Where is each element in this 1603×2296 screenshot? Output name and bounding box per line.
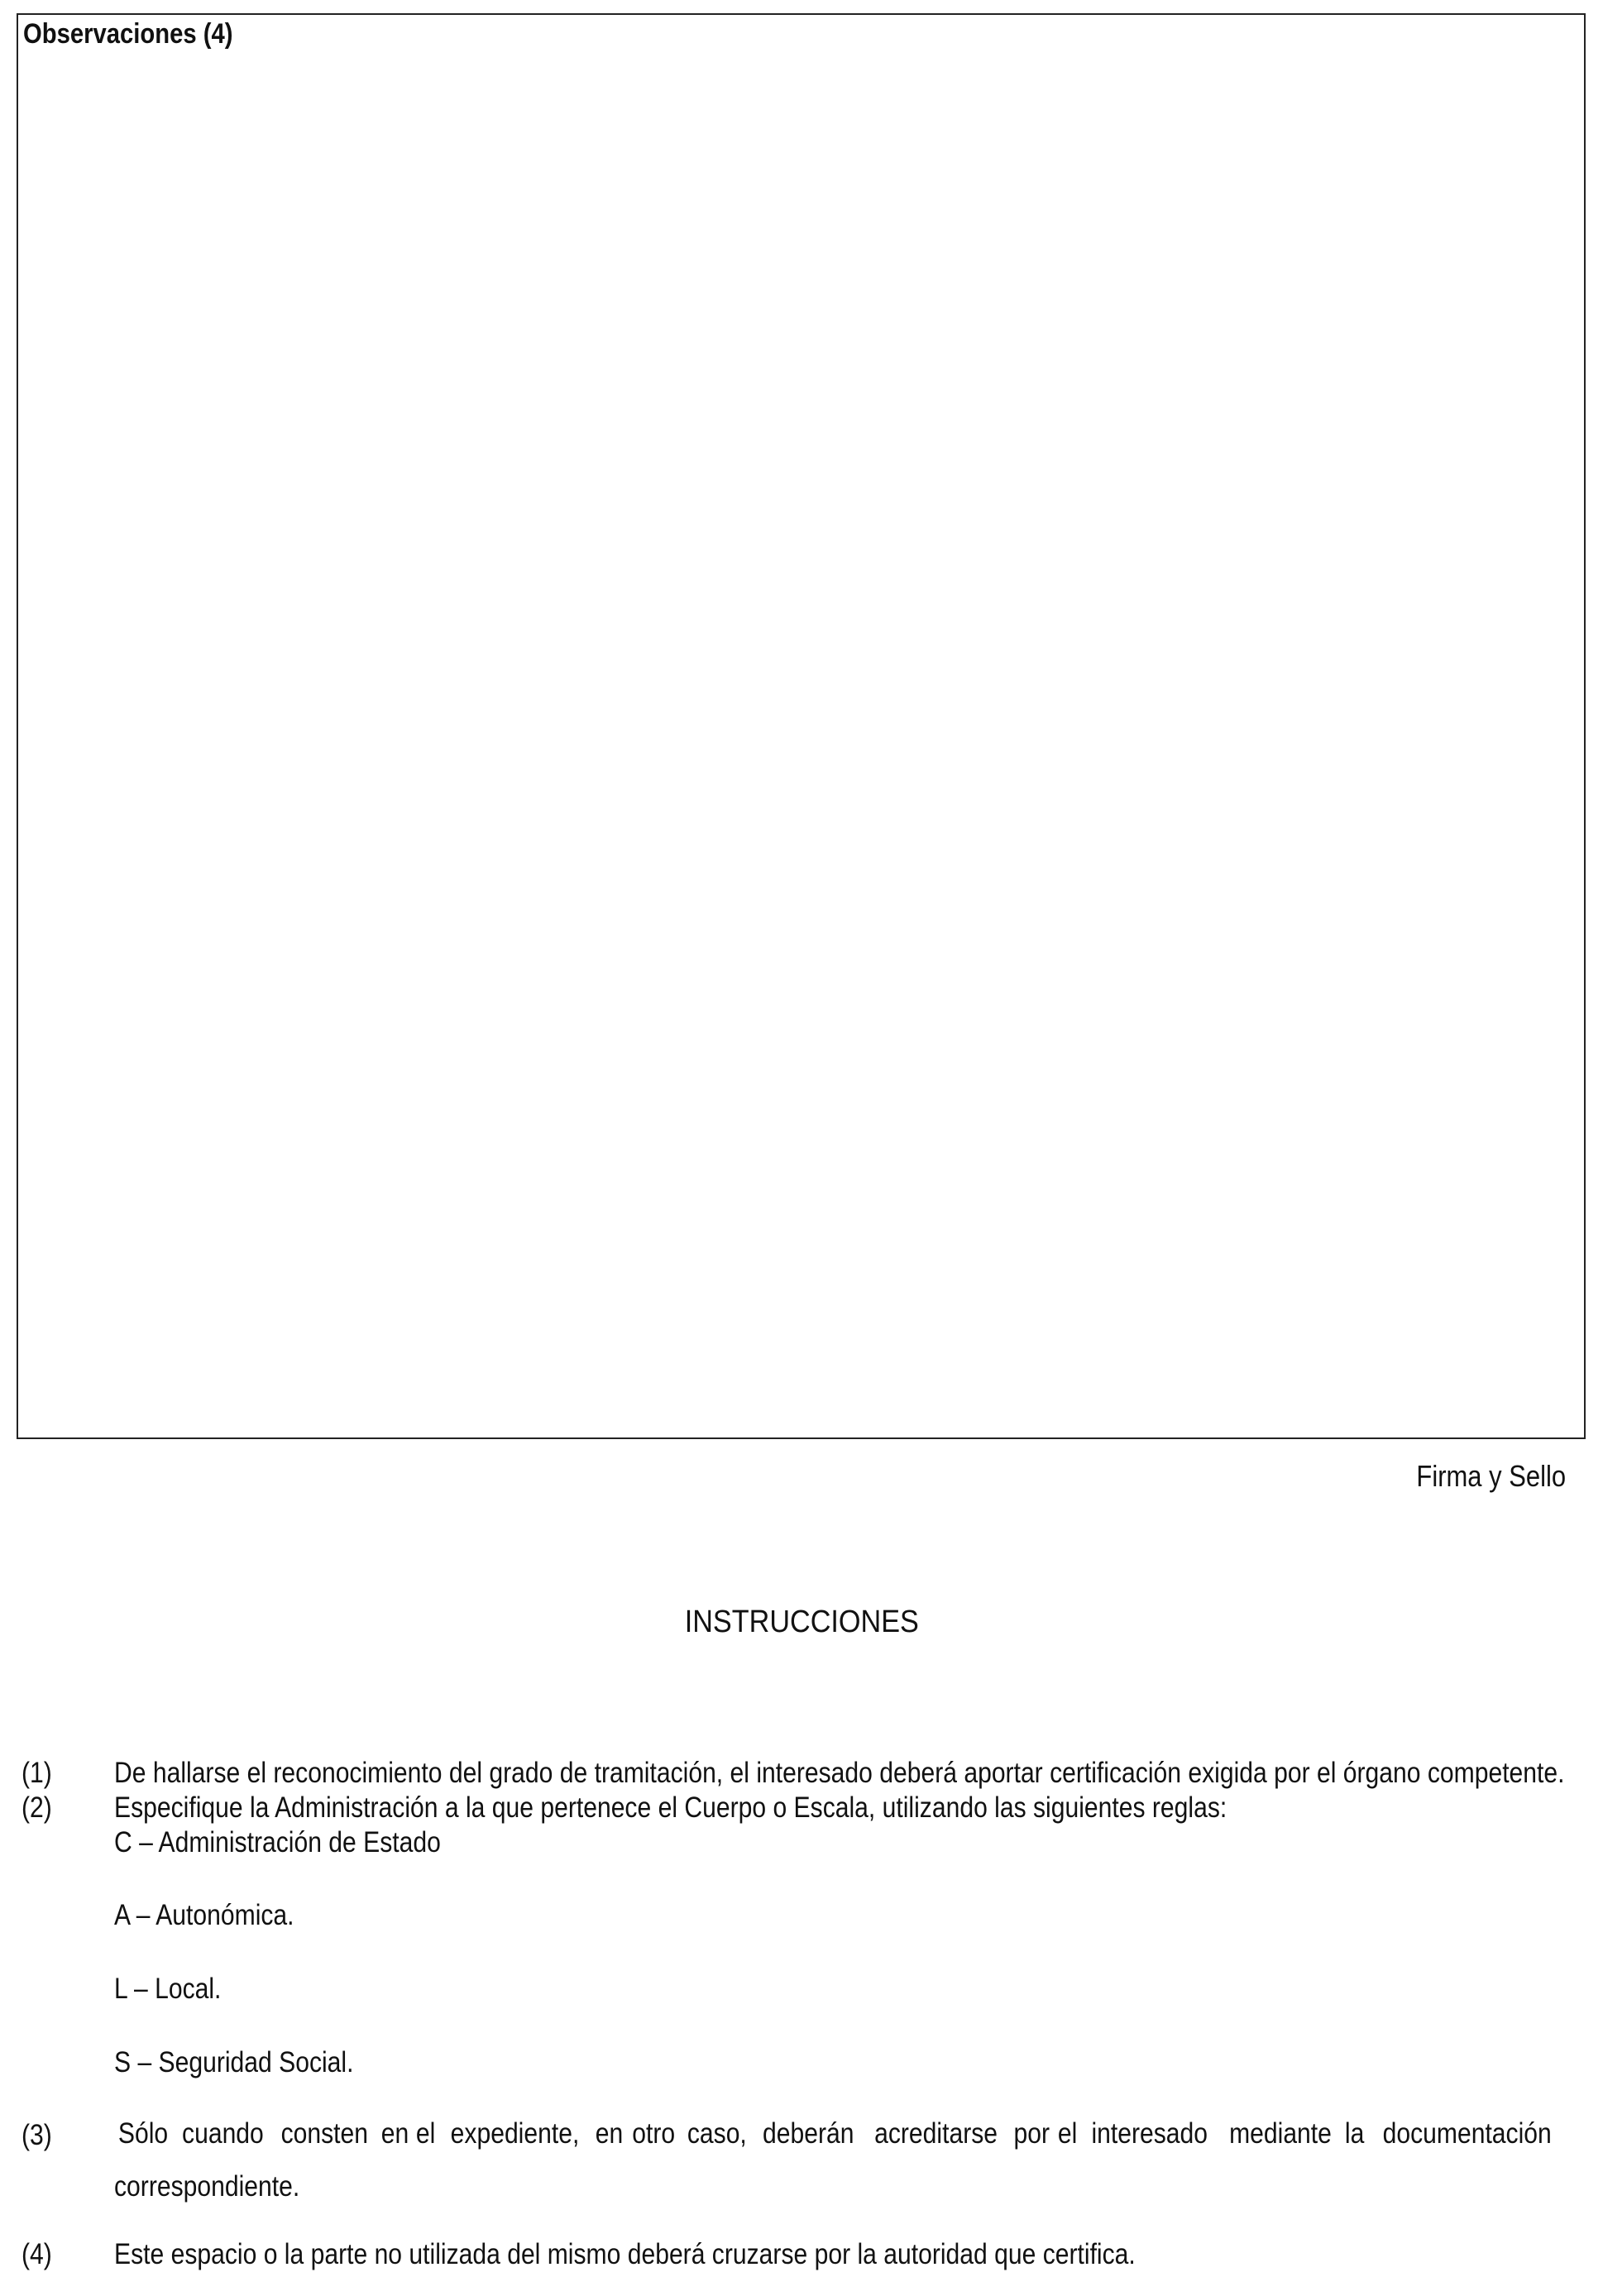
note-1-number: (1) bbox=[22, 1757, 52, 1789]
note-3-word: interesado bbox=[1091, 2117, 1208, 2150]
instrucciones-heading-text: INSTRUCCIONES bbox=[684, 1605, 919, 1639]
note-3-word: caso, bbox=[687, 2117, 747, 2150]
rule-a: A – Autonómica. bbox=[114, 1899, 294, 1931]
note-1-text: De hallarse el reconocimiento del grado de tramitación, el interesado deberá aportar certificación exigida por el órgano competente. bbox=[114, 1757, 1565, 1789]
rule-l: L – Local. bbox=[114, 1973, 222, 2005]
note-3-line-2: correspondiente. bbox=[114, 2170, 300, 2203]
note-3-word: deberán bbox=[762, 2117, 854, 2150]
firma-y-sello-label: Firma y Sello bbox=[1416, 1459, 1566, 1493]
rule-s: S – Seguridad Social. bbox=[114, 2046, 354, 2078]
note-3-text bbox=[114, 2107, 1566, 2213]
rule-c: C – Administración de Estado bbox=[114, 1826, 441, 1858]
note-3-word: cuando bbox=[182, 2117, 264, 2150]
note-3-number: (3) bbox=[22, 2119, 52, 2151]
note-3-word: consten bbox=[280, 2117, 369, 2150]
observaciones-title: Observaciones (4) bbox=[23, 18, 233, 50]
instrucciones-heading bbox=[0, 1605, 1603, 1640]
observaciones-box[interactable] bbox=[17, 13, 1586, 1439]
note-3-word: Sólo bbox=[117, 2117, 169, 2150]
note-3-word: documentación bbox=[1383, 2117, 1553, 2150]
note-3-word: acreditarse bbox=[874, 2117, 998, 2150]
note-3-word: la bbox=[1344, 2117, 1365, 2150]
note-3-word: por bbox=[1013, 2117, 1050, 2150]
note-3-word: en bbox=[380, 2117, 409, 2150]
note-3-word: el bbox=[1057, 2117, 1078, 2150]
note-2-text: Especifique la Administración a la que pertenece el Cuerpo o Escala, utilizando las siguientes reglas: bbox=[114, 1791, 1227, 1824]
note-3-word: expediente, bbox=[450, 2117, 580, 2150]
note-3-word: otro bbox=[632, 2117, 676, 2150]
note-2-number: (2) bbox=[22, 1791, 52, 1824]
note-3-line-1 bbox=[114, 2107, 1566, 2160]
note-4-text: Este espacio o la parte no utilizada del mismo deberá cruzarse por la autoridad que certifica. bbox=[114, 2238, 1136, 2270]
note-4-number: (4) bbox=[22, 2238, 52, 2270]
note-3-word: el bbox=[415, 2117, 436, 2150]
note-3-word: mediante bbox=[1229, 2117, 1332, 2150]
note-3-word: en bbox=[596, 2117, 624, 2150]
